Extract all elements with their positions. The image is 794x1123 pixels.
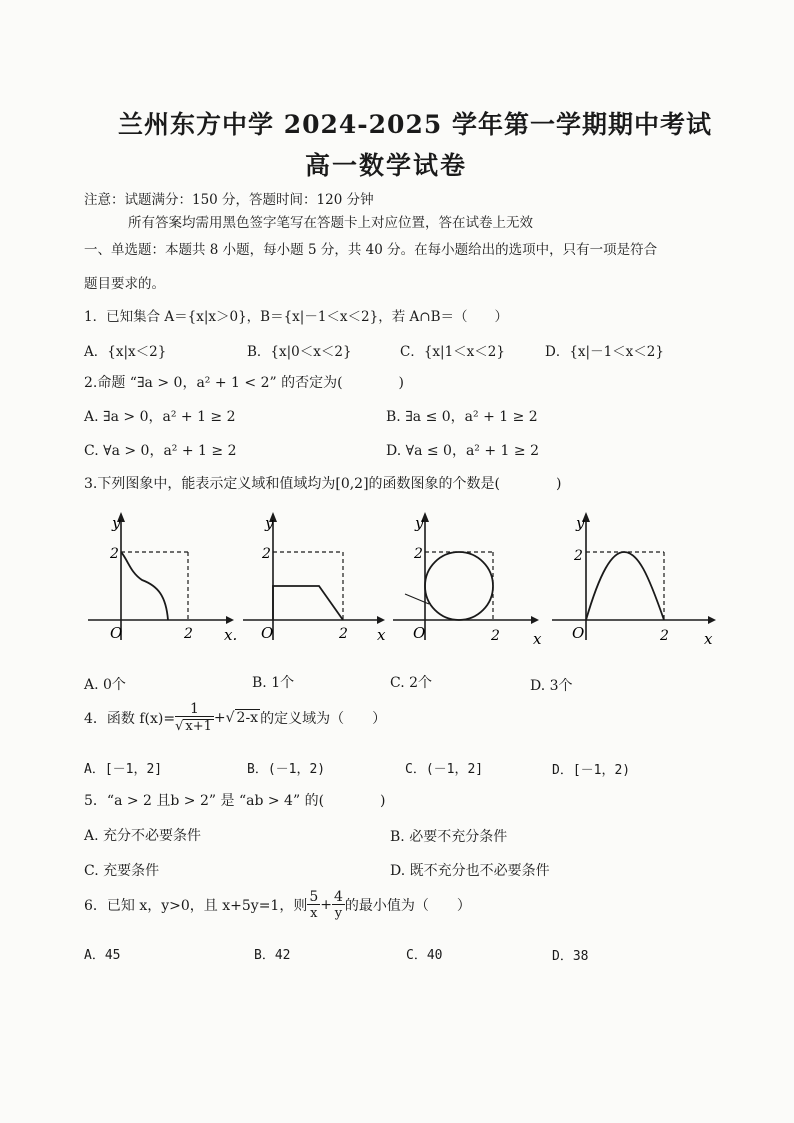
graph4-y-tick-2: 2 xyxy=(574,548,583,564)
q6-stem-prefix: 6．已知 x，y>0，且 x+5y=1，则 xyxy=(84,898,308,914)
q4-plus: + xyxy=(213,709,226,726)
q6-option-b: B．42 xyxy=(254,948,291,963)
graph2-y-label: y xyxy=(265,514,274,532)
graph1-x-label: x. xyxy=(224,626,238,644)
q1-option-b: B．{x|0＜x＜2} xyxy=(247,344,352,360)
q4-fraction xyxy=(175,702,214,733)
q4-stem xyxy=(84,702,386,733)
graph1-x-tick-2: 2 xyxy=(184,626,193,642)
q2-option-b: B. ∃a ≤ 0，a² + 1 ≥ 2 xyxy=(386,409,538,425)
q2-stem: 2.命题 “∃a > 0，a² + 1 < 2” 的否定为( ) xyxy=(84,375,405,391)
exam-title: 兰州东方中学 2024-2025 学年第一学期期中考试 xyxy=(118,110,712,139)
q3-graph-3 xyxy=(393,512,545,650)
q4-stem-prefix: 4．函数 f(x)= xyxy=(84,710,176,727)
graph2-x-label: x xyxy=(377,626,386,644)
graph4-origin: O xyxy=(572,624,585,642)
q4-sqrt-wrap: √ 2-x xyxy=(225,710,259,726)
q3-graph-2 xyxy=(243,512,391,650)
q4-frac-den-wrap: √ x+1 xyxy=(175,719,212,734)
q4-sqrt-body: 2-x xyxy=(236,710,259,726)
q3-option-c: C. 2个 xyxy=(390,675,433,691)
q5-option-d: D. 既不充分也不必要条件 xyxy=(390,863,550,879)
q6-f2-num: 4 xyxy=(334,889,343,905)
graph1-y-tick-2: 2 xyxy=(110,546,119,562)
q6-fraction-1 xyxy=(307,890,320,920)
q1-stem: 1．已知集合 A＝{x|x＞0}，B＝{x|－1＜x＜2}，若 A∩B＝（ ） xyxy=(84,309,508,325)
graph3-x-tick-2: 2 xyxy=(491,628,500,644)
q3-stem: 3.下列图象中，能表示定义域和值域均为[0,2]的函数图象的个数是( ) xyxy=(84,476,562,492)
q5-option-a: A. 充分不必要条件 xyxy=(84,828,202,844)
graph1-y-label: y xyxy=(112,514,121,532)
q3-graph-1 xyxy=(88,512,240,650)
graph3-origin: O xyxy=(413,624,426,642)
q2-option-a: A. ∃a > 0，a² + 1 ≥ 2 xyxy=(84,409,236,425)
exam-subtitle: 高一数学试卷 xyxy=(305,151,468,180)
q6-option-c: C．40 xyxy=(406,948,443,963)
q4-frac-num: 1 xyxy=(175,702,214,717)
graph4-x-label: x xyxy=(704,630,713,648)
q4-frac-den: x+1 xyxy=(185,719,212,734)
q1-option-d: D．{x|－1＜x＜2} xyxy=(545,344,664,360)
q6-option-d: D．38 xyxy=(552,949,589,964)
graph3-y-tick-2: 2 xyxy=(414,546,423,562)
graph4-y-label: y xyxy=(576,514,585,532)
q4-option-a: A．[－1，2] xyxy=(84,762,163,777)
graph1-origin: O xyxy=(110,624,123,642)
graph2-x-tick-2: 2 xyxy=(339,626,348,642)
q1-option-c: C．{x|1＜x＜2} xyxy=(400,344,505,360)
q6-plus: + xyxy=(320,897,332,913)
section-heading-cont: 题目要求的。 xyxy=(84,276,165,292)
q1-option-a: A．{x|x＜2} xyxy=(84,344,167,360)
graph3-x-label: x xyxy=(533,630,542,648)
graph2-y-tick-2: 2 xyxy=(262,546,271,562)
graph4-x-tick-2: 2 xyxy=(660,628,669,644)
q5-option-b: B. 必要不充分条件 xyxy=(390,829,508,845)
graph3-y-label: y xyxy=(415,514,424,532)
q6-stem xyxy=(84,890,471,920)
q2-option-c: C. ∀a > 0，a² + 1 ≥ 2 xyxy=(84,443,237,459)
q4-option-c: C．(－1，2] xyxy=(405,762,484,777)
q2-option-d: D. ∀a ≤ 0，a² + 1 ≥ 2 xyxy=(386,443,539,459)
q3-graph-4 xyxy=(552,512,724,650)
q6-f1-num: 5 xyxy=(309,889,319,905)
q4-option-b: B．(－1，2) xyxy=(247,762,326,777)
q5-option-c: C. 充要条件 xyxy=(84,863,160,879)
notice-line-1: 注意：试题满分：150 分，答题时间：120 分钟 xyxy=(84,192,374,208)
q3-option-b: B. 1个 xyxy=(252,675,295,691)
q4-stem-suffix: 的定义域为（ ） xyxy=(260,710,387,727)
graph2-origin: O xyxy=(261,624,274,642)
q6-f1-den: x xyxy=(310,906,318,921)
q5-stem: 5．“a > 2 且b > 2” 是 “ab > 4” 的( ) xyxy=(84,793,386,809)
section-heading: 一、单选题：本题共 8 小题，每小题 5 分，共 40 分。在每小题给出的选项中，只有一项是符合 xyxy=(84,242,658,258)
q4-option-d: D．[－1，2) xyxy=(552,763,631,778)
q6-stem-suffix: 的最小值为（ ） xyxy=(344,898,471,914)
q6-f2-den: y xyxy=(334,906,343,921)
q3-option-a: A. 0个 xyxy=(84,677,126,693)
notice-line-2: 所有答案均需用黑色签字笔写在答题卡上对应位置，答在试卷上无效 xyxy=(128,215,533,231)
q6-option-a: A．45 xyxy=(84,948,121,963)
q3-option-d: D. 3个 xyxy=(530,678,573,694)
q6-fraction-2 xyxy=(332,890,345,920)
